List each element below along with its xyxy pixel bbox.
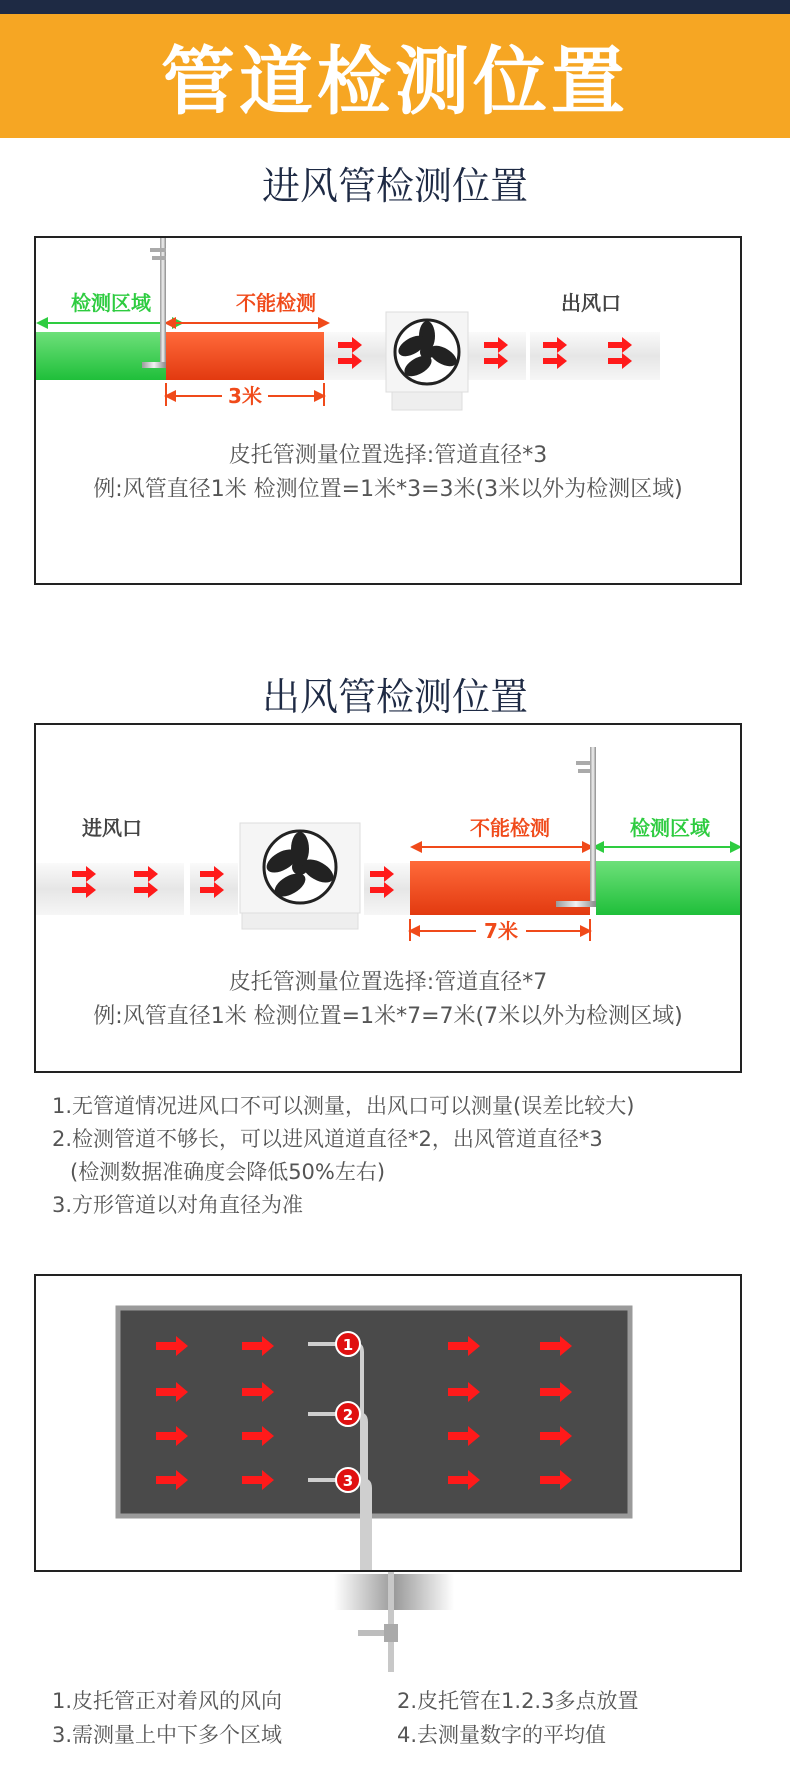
outlet-fan-icon [240, 823, 360, 929]
outlet-inlet-label: 进风口 [82, 816, 142, 840]
inlet-caption-line1: 皮托管测量位置选择:管道直径*3 [228, 443, 548, 468]
outlet-caption-line1: 皮托管测量位置选择:管道直径*7 [228, 970, 548, 995]
probe-point-2: 2 [342, 1406, 354, 1424]
outlet-diagram-panel [34, 723, 742, 1073]
inlet-green-zone [36, 332, 166, 380]
outlet-green-zone [596, 861, 740, 915]
inlet-fan-icon [386, 312, 468, 410]
outlet-section-title: 出风管检测位置 [261, 675, 528, 719]
inlet-no-test-label: 不能检测 [236, 291, 316, 315]
header-banner [0, 14, 790, 138]
probe-point-1: 1 [342, 1336, 354, 1354]
probe-point-3: 3 [342, 1472, 354, 1490]
inlet-zone-label: 检测区域 [71, 291, 151, 315]
note-item: 3.方形管道以对角直径为准 [52, 1193, 304, 1217]
top-bar [0, 0, 790, 14]
page-title: 管道检测位置 [161, 39, 629, 125]
bottom-note-item: 1.皮托管正对着风的风向 [52, 1689, 283, 1713]
inlet-distance-label: 3米 [228, 384, 262, 408]
inlet-duct-end [530, 332, 660, 380]
duct-cross-section [118, 1308, 630, 1516]
outlet-zone-label: 检测区域 [630, 816, 710, 840]
cross-section-diagram [36, 1276, 740, 1570]
note-item: 1.无管道情况进风口不可以测量，出风口可以测量(误差比较大) [52, 1094, 635, 1118]
bottom-note-item: 2.皮托管在1.2.3多点放置 [397, 1689, 639, 1713]
outlet-no-test-label: 不能检测 [470, 816, 550, 840]
inlet-outlet-label: 出风口 [561, 291, 621, 315]
outlet-distance-label: 7米 [484, 919, 518, 943]
inlet-section-title: 进风管检测位置 [261, 164, 528, 208]
probe-joint-icon [384, 1624, 398, 1642]
inlet-duct-right [468, 332, 526, 380]
probe-handle-icon [358, 1630, 388, 1636]
cross-section-panel [34, 1274, 742, 1572]
outlet-caption-line2: 例:风管直径1米 检测位置=1米*7=7米(7米以外为检测区域) [93, 1004, 683, 1029]
notes-list [52, 1090, 752, 1222]
inlet-caption-line2: 例:风管直径1米 检测位置=1米*3=3米(3米以外为检测区域) [93, 477, 683, 502]
probe-exit-illustration [320, 1572, 470, 1676]
inlet-diagram-panel [34, 236, 742, 585]
bottom-notes [52, 1684, 752, 1752]
note-item: 2.检测管道不够长，可以进风道道直径*2，出风管道直径*3 [52, 1127, 603, 1151]
bottom-note-item: 3.需测量上中下多个区域 [52, 1723, 283, 1747]
bottom-note-item: 4.去测量数字的平均值 [397, 1723, 607, 1747]
outlet-duct-left [36, 863, 184, 915]
inlet-diagram [36, 238, 740, 583]
probe-stem-icon [388, 1572, 394, 1672]
note-item: (检测数据准确度会降低50%左右) [70, 1160, 386, 1184]
inlet-orange-zone [166, 332, 324, 380]
